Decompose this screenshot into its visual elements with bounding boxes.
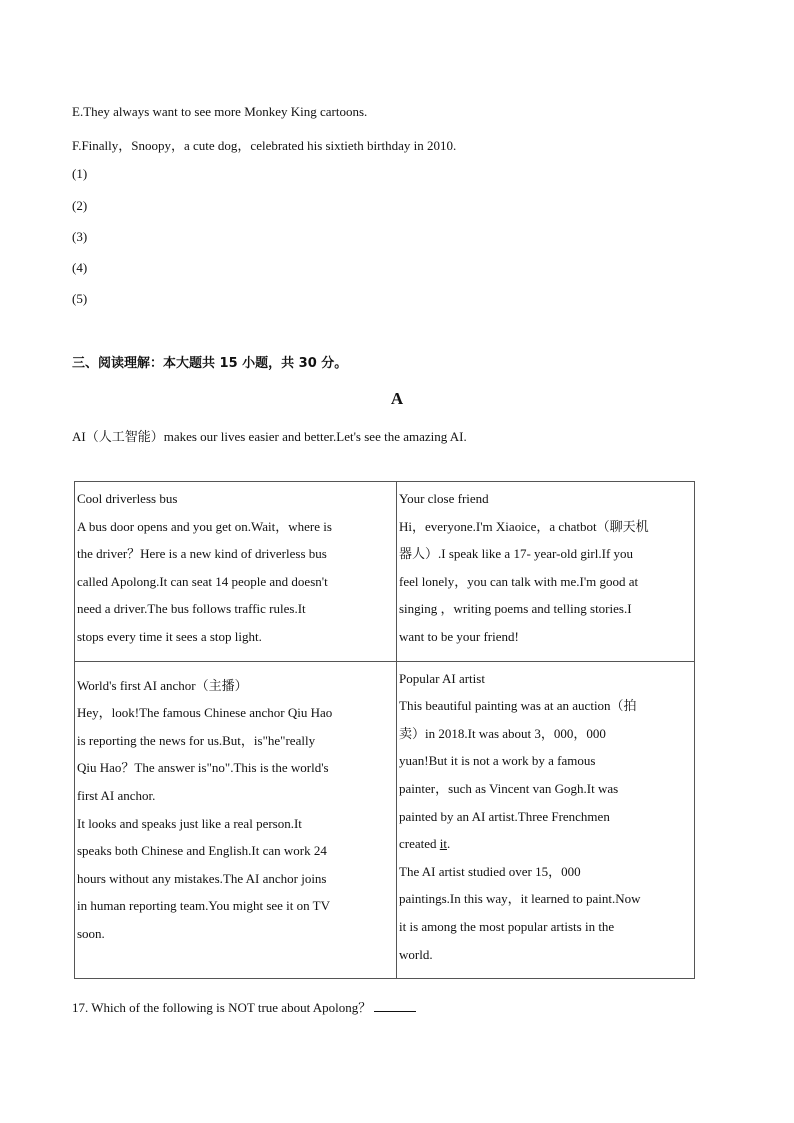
question-text: 17. Which of the following is NOT true about Apolong？ bbox=[72, 1000, 372, 1015]
answer-blank[interactable] bbox=[374, 999, 416, 1012]
answer-2: (2) bbox=[72, 198, 88, 213]
cell-ai-anchor bbox=[75, 661, 397, 979]
passage-intro: AI（人工智能）makes our lives easier and better.Let's see the amazing AI. bbox=[72, 429, 467, 444]
cell-title: World's first AI anchor（主播） bbox=[77, 677, 248, 693]
question-17 bbox=[72, 997, 416, 1016]
passage-title: A bbox=[390, 389, 404, 408]
answer-5: (5) bbox=[72, 291, 88, 306]
cell-title: Cool driverless bus bbox=[77, 491, 178, 506]
cell-body-part-2: . The AI artist studied over 15，000 paintings.In this way，it learned to paint.Now it is among the most popular artists in the world. bbox=[399, 836, 641, 962]
section-title: 三、阅读理解：本大题共 15 小题，共 30 分。 bbox=[72, 356, 348, 371]
table-row bbox=[75, 482, 695, 662]
option-f: F.Finally，Snoopy，a cute dog，celebrated his sixtieth birthday in 2010. bbox=[72, 138, 457, 153]
cell-title: Your close friend bbox=[399, 491, 489, 506]
cell-body-part-1: This beautiful painting was at an auction（拍 卖）in 2018.It was about 3，000，000 yuan!But it is not a work by a famous painter，such as Vincent van Gogh.It was painted by an AI artist.Three Frenchmen created bbox=[399, 698, 637, 852]
option-e: E.They always want to see more Monkey King cartoons. bbox=[72, 104, 368, 119]
cell-body: Hey，look!The famous Chinese anchor Qiu Hao is reporting the news for us.But，is"he"really Qiu Hao？The answer is"no".This is the world's first AI anchor. It looks and speaks just like a real person.It speaks both Chinese and English.It can work 24 hours without any mistakes.The AI anchor joins in human reporting team.You might see it on TV soon. bbox=[77, 705, 333, 941]
cell-body bbox=[399, 698, 641, 961]
cell-close-friend bbox=[397, 482, 695, 662]
cell-ai-artist bbox=[397, 661, 695, 979]
cell-driverless-bus bbox=[75, 482, 397, 662]
cell-title: Popular AI artist bbox=[399, 670, 485, 686]
underlined-word: it bbox=[439, 836, 448, 852]
cell-body: Hi，everyone.I'm Xiaoice，a chatbot（聊天机 器人）.I speak like a 17- year-old girl.If you feel lonely，you can talk with me.I'm good at singing ，writing poems and telling stories.I want to be your friend! bbox=[399, 518, 649, 644]
answer-4: (4) bbox=[72, 260, 88, 275]
answer-3: (3) bbox=[72, 229, 88, 244]
cell-body: A bus door opens and you get on.Wait，where is the driver？Here is a new kind of driverless bus called Apolong.It can seat 14 people and doesn't need a driver.The bus follows traffic rules.It stops every time it sees a stop light. bbox=[77, 518, 332, 644]
answer-1: (1) bbox=[72, 166, 88, 181]
table-row bbox=[75, 661, 695, 979]
ai-table bbox=[74, 481, 695, 979]
